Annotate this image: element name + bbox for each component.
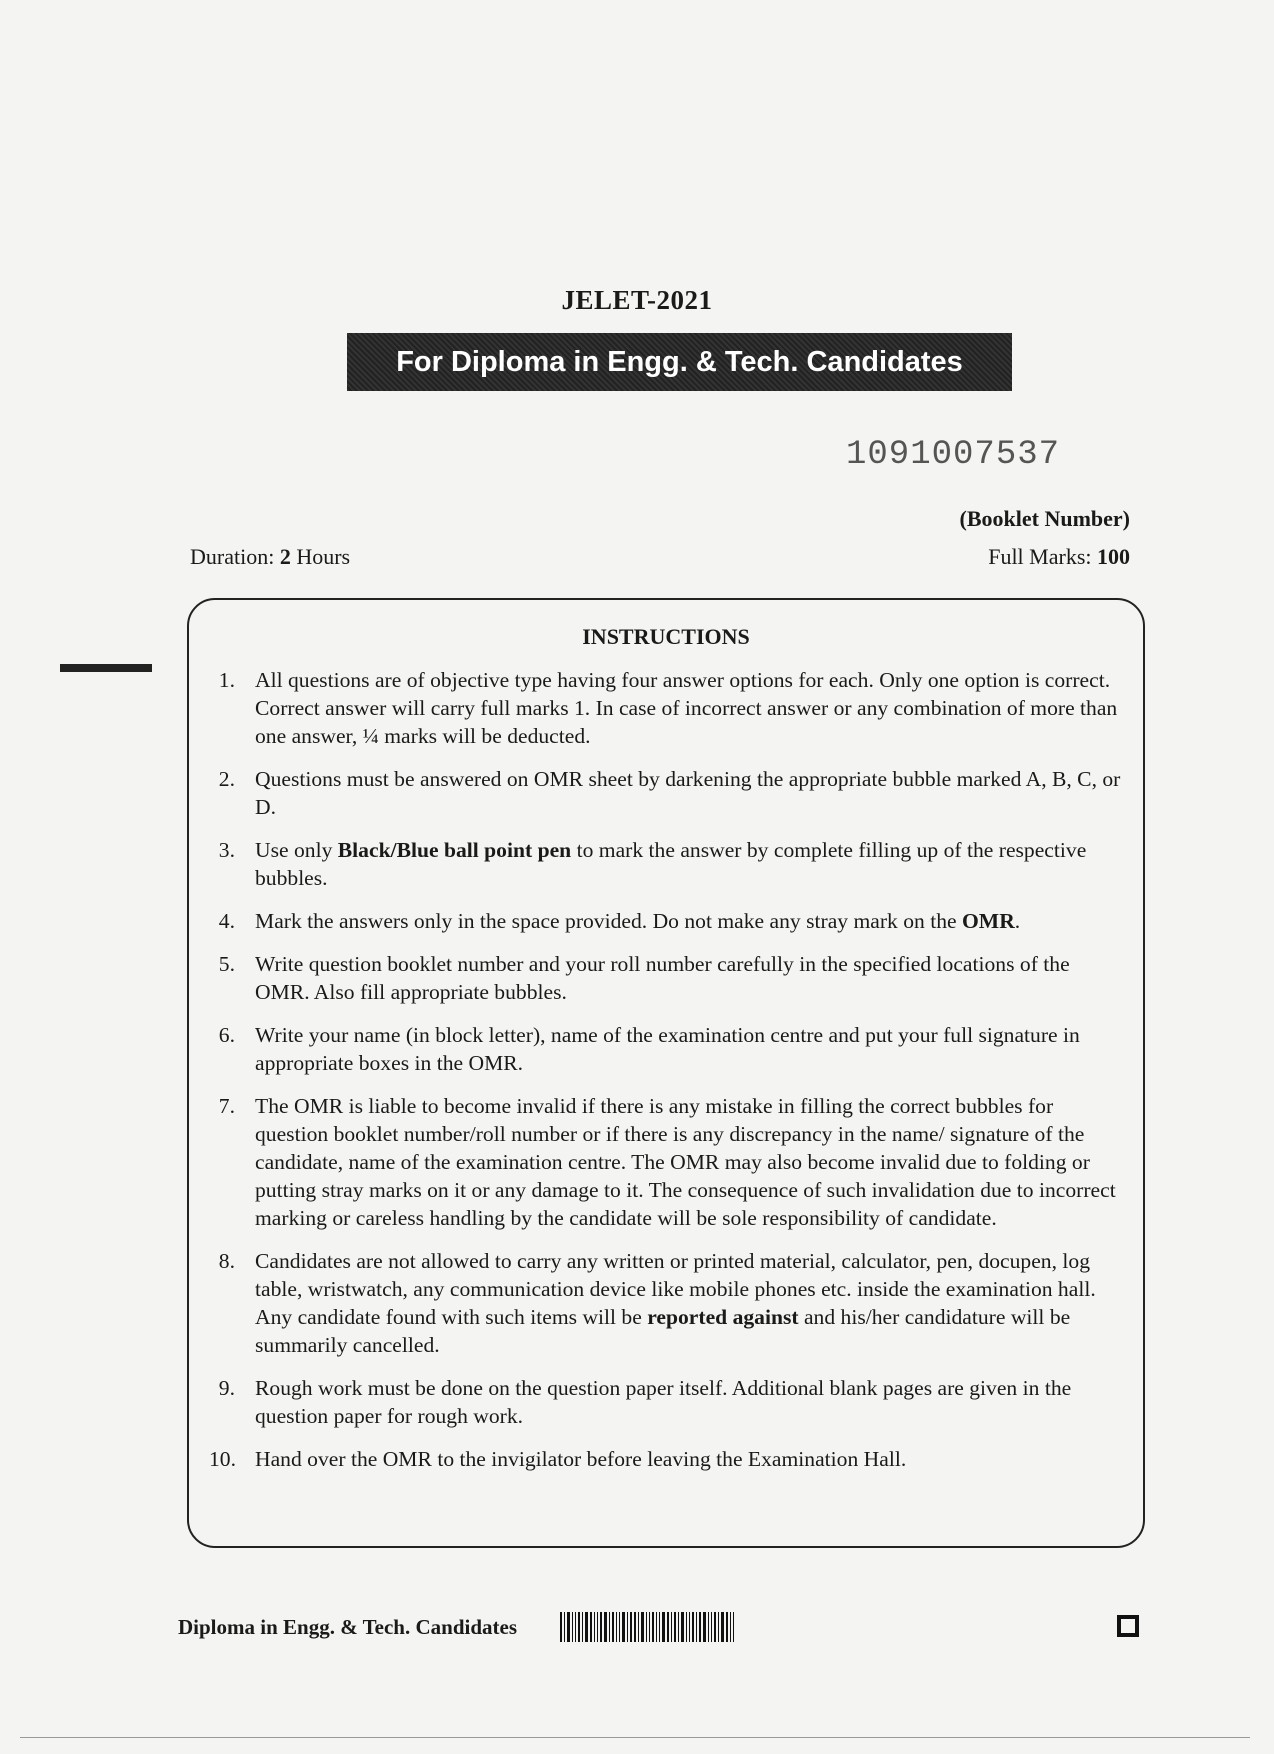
instruction-text [255,1021,1125,1077]
instruction-text-part: Questions must be answered on OMR sheet by darkening the appropriate bubble marked A, B, C, or D. [255,767,1121,819]
instruction-number: 9. [218,1376,235,1400]
barcode-bar [674,1612,676,1642]
instruction-emphasis: reported against [647,1305,799,1329]
instruction-text-part: Mark the answers only in the space provided. Do not make any stray mark on the [255,909,963,933]
barcode-bar [652,1612,654,1642]
instruction-text-part: and his/her candidature will be summarily cancelled. [255,1305,1071,1357]
exam-title: JELET-2021 [561,285,713,315]
barcode-bar [582,1612,583,1642]
barcode-bar [696,1612,697,1642]
barcode-bar [627,1612,628,1642]
barcode-bar [714,1612,716,1642]
instruction-item [209,950,1125,1006]
instruction-text [255,666,1125,750]
instruction-text-part: Use only [255,838,338,862]
instruction-text-part: Candidates are not allowed to carry any written or printed material, calculator, pen, docupen, log table, wristwatch, any communication device like mobile phones etc. inside the examination hall. Any candidate found with such items will be [255,1249,1096,1329]
instruction-item [209,666,1125,750]
instruction-text [255,1445,1125,1473]
barcode-bar [612,1612,614,1642]
barcode-bar [699,1612,701,1642]
candidate-banner [347,333,1012,391]
barcode-bar [600,1612,602,1642]
instruction-number: 1. [218,668,235,692]
instruction-text-part: The OMR is liable to become invalid if there is any mistake in filling the correct bubbles for question booklet number/roll number or if there is any discrepancy in the name/ signature of the candidate, name of the examination centre. The OMR may also become invalid due to folding or putting stray marks on it or any damage to it. The consequence of such invalidation due to incorrect marking or careless handling by the candidate will be sole responsibility of candidate. [255,1094,1116,1230]
barcode-bar [567,1612,570,1642]
barcode-bar [638,1612,639,1642]
barcode-bar [622,1612,625,1642]
barcode-bar [718,1612,719,1642]
corner-marker [1117,1615,1139,1637]
booklet-number: 1091007537 [846,436,1061,474]
barcode-bar [671,1612,672,1642]
instruction-number: 7. [218,1094,235,1118]
instruction-item [209,765,1125,821]
barcode-bar [616,1612,617,1642]
barcode-bar [594,1612,595,1642]
instruction-item [209,1247,1125,1359]
instructions-box [187,598,1145,1548]
page-edge-line [20,1737,1250,1738]
instruction-text [255,836,1125,892]
instruction-number: 3. [218,838,235,862]
instruction-number: 2. [218,767,235,791]
barcode-bar [578,1612,580,1642]
instruction-number: 5. [218,952,235,976]
duration-value: 2 [279,544,291,569]
duration [190,544,350,570]
instruction-emphasis: OMR [962,909,1015,933]
barcode-bar [733,1612,734,1642]
barcode-bar [656,1612,657,1642]
instruction-text-part: . [1014,909,1021,933]
duration-unit: Hours [296,544,351,569]
full-marks-value: 100 [1097,544,1130,569]
barcode-bar [590,1612,592,1642]
barcode-bar [708,1612,709,1642]
instruction-emphasis: Black/Blue ball point pen [337,838,572,862]
barcode [560,1612,736,1642]
barcode-bar [721,1612,724,1642]
barcode-bar [730,1612,731,1642]
booklet-number-label: (Booklet Number) [959,506,1130,531]
instruction-text-part: Write your name (in block letter), name of the examination centre and put your full signature in appropriate boxes in the OMR. [255,1023,1080,1075]
instruction-text [255,907,1125,935]
barcode-bar [692,1612,694,1642]
barcode-bar [572,1612,573,1642]
duration-label: Duration: [190,544,275,569]
full-marks-label: Full Marks: [988,544,1092,569]
barcode-bar [659,1612,660,1642]
barcode-bar [711,1612,712,1642]
barcode-bar [630,1612,632,1642]
instruction-item [209,1021,1125,1077]
barcode-bar [686,1612,687,1642]
barcode-bar [597,1612,598,1642]
barcode-bar [641,1612,644,1642]
instruction-number: 8. [218,1249,235,1273]
instruction-text-part: Hand over the OMR to the invigilator before leaving the Examination Hall. [255,1447,907,1471]
full-marks [988,544,1130,570]
instructions-heading: INSTRUCTIONS [582,624,750,649]
barcode-bar [634,1612,636,1642]
barcode-bar [689,1612,690,1642]
barcode-bar [609,1612,610,1642]
barcode-bar [649,1612,650,1642]
barcode-bar [726,1612,728,1642]
instruction-text-part: Rough work must be done on the question paper itself. Additional blank pages are given in the question paper for rough work. [255,1376,1072,1428]
instruction-item [209,836,1125,892]
footer-text: Diploma in Engg. & Tech. Candidates [178,1615,517,1639]
barcode-bar [667,1612,669,1642]
banner-text: For Diploma in Engg. & Tech. Candidates [396,345,963,378]
barcode-bar [564,1612,565,1642]
instruction-text [255,1247,1125,1359]
instruction-number: 4. [218,909,235,933]
instructions-list [209,666,1125,1488]
instruction-number: 10. [209,1447,236,1471]
barcode-bar [619,1612,620,1642]
instruction-text-part: Write question booklet number and your roll number carefully in the specified locations of the OMR. Also fill appropriate bubbles. [255,952,1070,1004]
barcode-bar [585,1612,588,1642]
instruction-item [209,1445,1125,1473]
instruction-text [255,1374,1125,1430]
barcode-bar [604,1612,607,1642]
barcode-bar [681,1612,684,1642]
barcode-bar [560,1612,562,1642]
barcode-bar [662,1612,665,1642]
instruction-text [255,950,1125,1006]
instruction-text-part: to mark the answer by complete filling up of the respective bubbles. [255,838,1087,890]
barcode-bar [575,1612,576,1642]
instruction-text [255,1092,1125,1232]
instruction-item [209,907,1125,935]
instruction-text [255,765,1125,821]
margin-mark [60,664,152,672]
instruction-number: 6. [218,1023,235,1047]
instruction-item [209,1092,1125,1232]
barcode-bar [678,1612,679,1642]
instruction-item [209,1374,1125,1430]
barcode-bar [646,1612,647,1642]
barcode-bar [703,1612,706,1642]
instruction-text-part: All questions are of objective type having four answer options for each. Only one option is correct. Correct answer will carry full marks 1. In case of incorrect answer or any combination of more than one answer, ¼ marks will be deducted. [255,668,1118,748]
